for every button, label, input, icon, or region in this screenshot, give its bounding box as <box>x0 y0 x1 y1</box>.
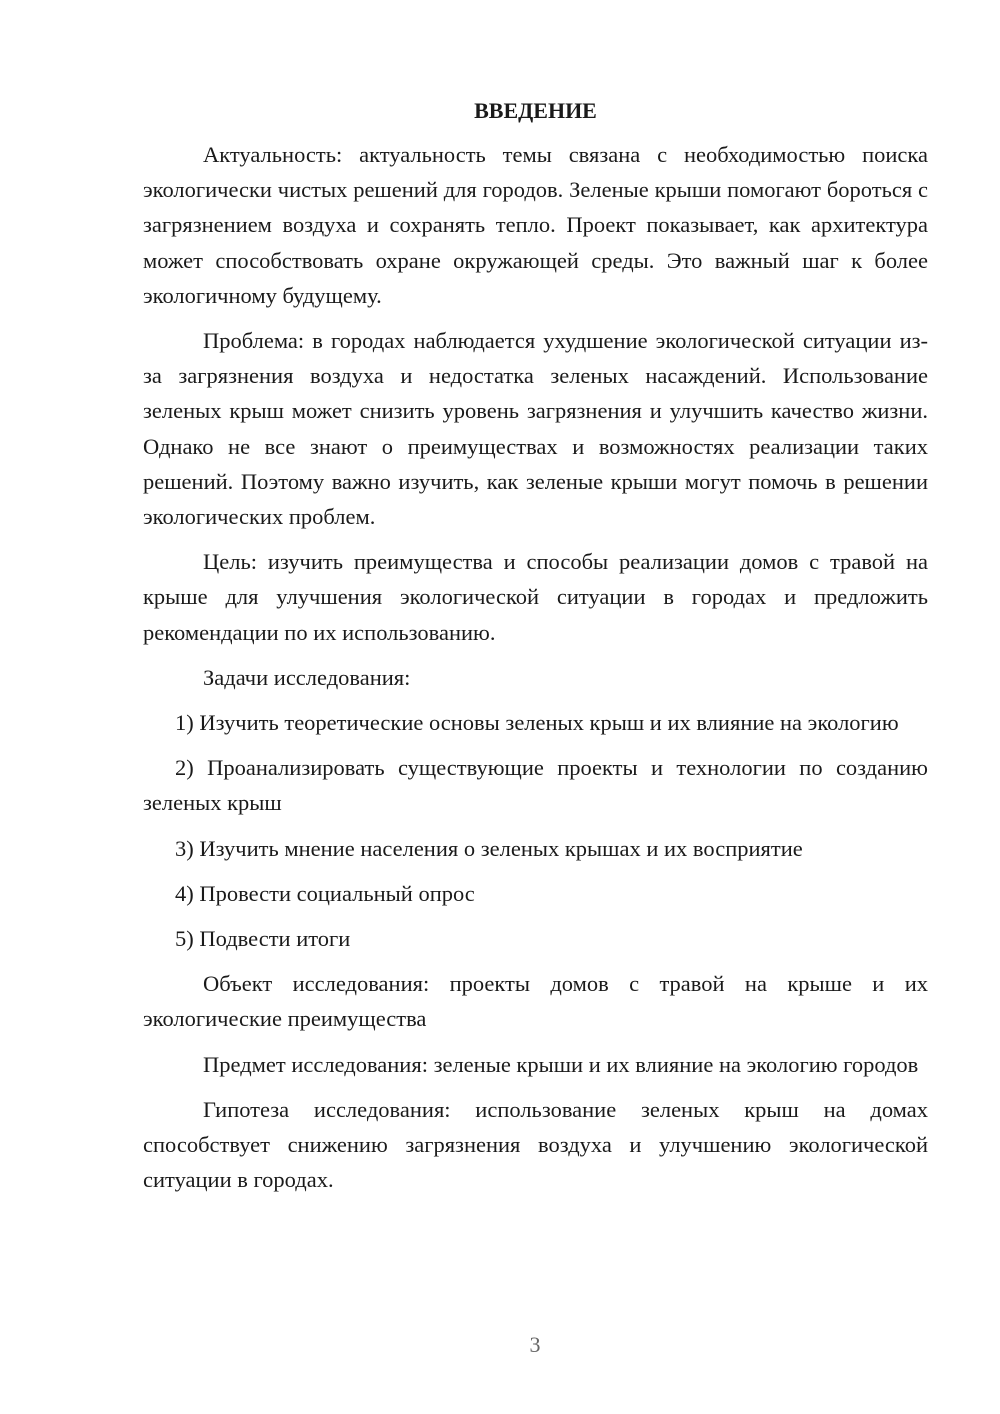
tasks-heading: Задачи исследования: <box>203 664 411 690</box>
hypothesis-paragraph: Гипотеза исследования: использование зеленых крыш на домах способствует снижению загрязнения воздуха и улучшению экологической ситуации в городах. <box>143 1096 928 1193</box>
task-item-3: 3) Изучить мнение населения о зеленых крышах и их восприятие <box>175 835 803 861</box>
page-content <box>143 94 928 1207</box>
task-item-2: 2) Проанализировать существующие проекты и технологии по созданию зеленых крыш <box>143 755 928 816</box>
page-title: ВВЕДЕНИЕ <box>474 98 597 123</box>
task-item-1: 1) Изучить теоретические основы зеленых крыш и их влияние на экологию <box>175 710 899 736</box>
page-number: 3 <box>529 1332 541 1357</box>
task-item-4: 4) Провести социальный опрос <box>175 880 475 906</box>
goal-paragraph: Цель: изучить преимущества и способы реализации домов с травой на крыше для улучшения экологической ситуации в городах и предложить рекомендации по их использованию. <box>143 549 928 645</box>
object-paragraph: Объект исследования: проекты домов с травой на крыше и их экологические преимущества <box>143 971 928 1032</box>
relevance-paragraph: Актуальность: актуальность темы связана с необходимостью поиска экологически чистых решений для городов. Зеленые крыши помогают бороться с загрязнением воздуха и сохранять тепло. Проект показывает, как архитектура может способствовать охране окружающей среды. Это важный шаг к более экологичному будущему. <box>143 142 928 308</box>
task-item-5: 5) Подвести итоги <box>175 926 351 952</box>
problem-paragraph: Проблема: в городах наблюдается ухудшение экологической ситуации из-за загрязнения воздуха и недостатка зеленых насаждений. Использование зеленых крыш может снизить уровень загрязнения и улучшить качество жизни. Однако не все знают о преимуществах и возможностях реализации таких решений. Поэтому важно изучить, как зеленые крыши могут помочь в решении экологических проблем. <box>143 328 928 530</box>
subject-paragraph: Предмет исследования: зеленые крыши и их влияние на экологию городов <box>203 1051 919 1077</box>
